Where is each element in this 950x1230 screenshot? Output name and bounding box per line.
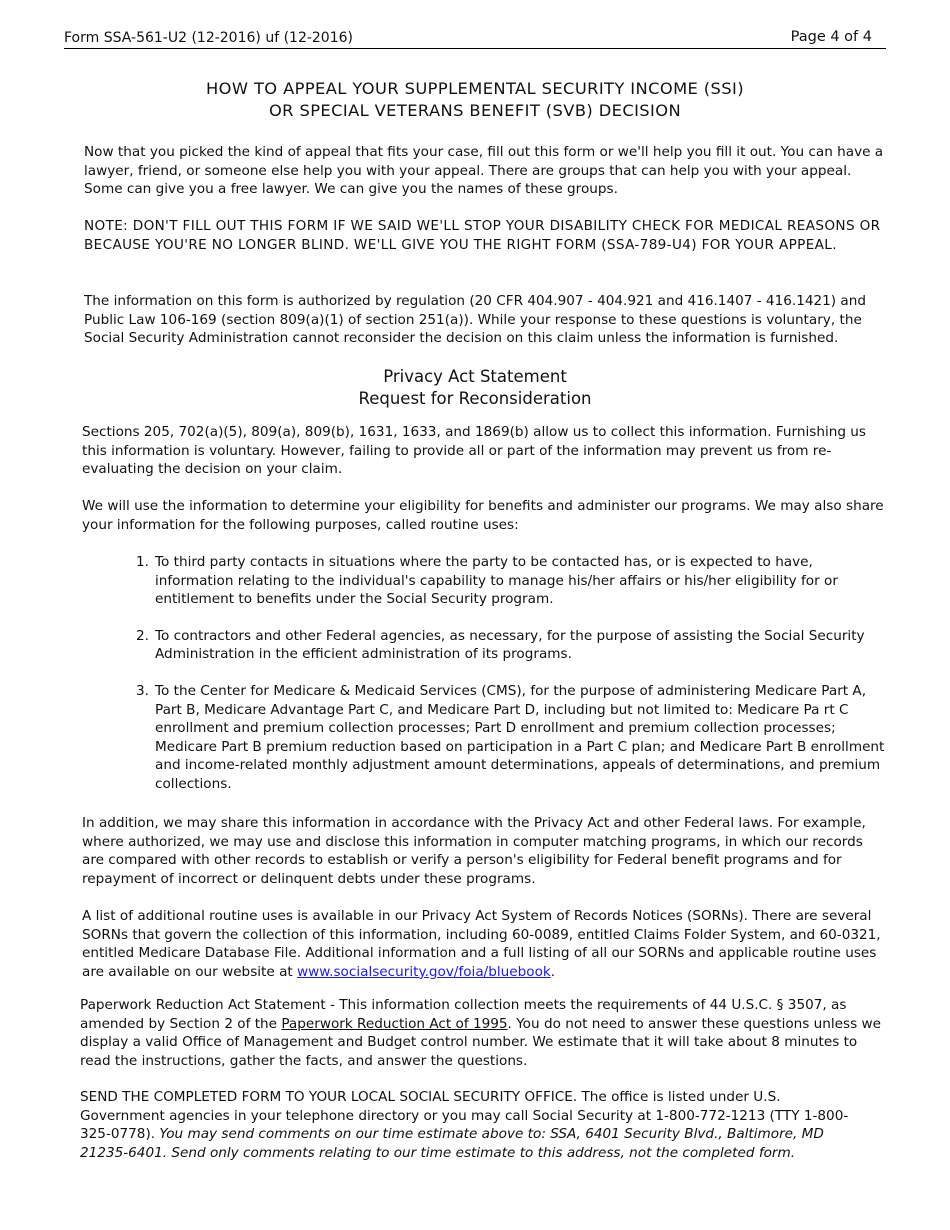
list-item-text: To the Center for Medicare & Medicaid Services (CMS), for the purpose of administering Medicare Part A, Part B, Medicare Advantage Part C, and Medicare Part D, including but not limited to: Medicare Pa rt C enrollment and premium collection processes; Part D enrollment and premium collection processes; Medicare Part B premium reduction based on participation in a Part C plan; and Medicare Part B enrollment and income-related monthly adjustment amount determinations, appeals of determinations, and premium collections. [155,682,885,792]
privacy-paragraph-4 [82,907,884,981]
privacy-act-title [0,366,950,410]
privacy-paragraph-3: In addition, we may share this information in accordance with the Privacy Act and other Federal laws. For example, where authorized, we may use and disclose this information in computer matching programs, in which our records are compared with other records to establish or verify a person's eligibility for Federal benefit programs and for repayment of incorrect or delinquent debts under these programs. [82,815,866,887]
list-item-text: To third party contacts in situations where the party to be contacted has, or is expected to have, information relating to the individual's capability to manage his/her affairs or his/her eligibility for or entitlement to benefits under the Social Security program. [155,554,838,608]
paperwork-reduction-paragraph [80,996,886,1070]
page-header [64,28,886,49]
document-title [0,78,950,122]
title-line-2: OR SPECIAL VETERANS BENEFIT (SVB) DECISION [268,101,682,120]
sorn-text: A list of additional routine uses is available in our Privacy Act System of Records Notices (SORNs). There are several SORNs that govern the collection of this information, including 60-0089, entitled Claims Folder System, and 60-0321, entitled Medicare Database File. Additional information and a full listing of all our SORNs and applicable routine uses are available on our website at [82,908,881,980]
list-item [136,553,886,609]
sorn-end: . [550,963,556,980]
privacy-title-line-2: Request for Reconsideration [358,389,592,408]
bluebook-link[interactable]: www.socialsecurity.gov/foia/bluebook [297,963,551,980]
paperwork-act-reference: Paperwork Reduction Act of 1995 [281,1015,508,1032]
paperwork-text-2: . You do not need to answer these questions unless we display a valid Office of Management and Budget control number. We estimate that it will take about 8 minutes to read the instructions, gather the facts, and answer the questions. [80,1015,882,1069]
list-item-number: 1. [136,554,149,570]
send-text: SEND THE COMPLETED FORM TO YOUR LOCAL SOCIAL SECURITY OFFICE. The office is listed under U.S. Government agencies in your telephone directory or you may call Social Security at 1-800-772-1213 (TTY 1-800-325-0778). [80,1089,849,1143]
routine-uses-list [136,553,886,794]
list-item-number: 2. [136,627,149,644]
paperwork-text-1: Paperwork Reduction Act Statement - This information collection meets the requirements of 44 U.S.C. § 3507, as amended by Section 2 of the [80,997,847,1032]
privacy-paragraph-2: We will use the information to determine your eligibility for benefits and administer our programs. We may also share your information for the following purposes, called routine uses: [82,498,884,533]
send-comments-italic: You may send comments on our time estimate above to: SSA, 6401 Security Blvd., Baltimore, MD 21235-6401. Send only comments relating to our time estimate to this address, not the completed form. [80,1126,824,1161]
send-instructions-paragraph [80,1088,860,1162]
privacy-paragraph-1: Sections 205, 702(a)(5), 809(a), 809(b), 1631, 1633, and 1869(b) allow us to collect this information. Furnishing us this information is voluntary. However, failing to provide all or part of the information may prevent us from re-evaluating the decision on your claim. [82,424,867,478]
privacy-title-line-1: Privacy Act Statement [383,367,567,386]
form-identifier: Form SSA-561-U2 (12-2016) uf (12-2016) [64,30,353,46]
authority-paragraph: The information on this form is authorized by regulation (20 CFR 404.907 - 404.921 and 416.1407 - 416.1421) and Public Law 106-169 (section 809(a)(1) of section 251(a)). While your response to these questions is voluntary, the Social Security Administration cannot reconsider the decision on this claim unless the information is furnished. [84,293,866,347]
list-item-text: To contractors and other Federal agencies, as necessary, for the purpose of assisting the Social Security Administration in the efficient administration of its programs. [155,627,865,663]
page-number: Page 4 of 4 [790,29,872,45]
title-line-1: HOW TO APPEAL YOUR SUPPLEMENTAL SECURITY INCOME (SSI) [206,79,744,98]
note-paragraph: NOTE: DON'T FILL OUT THIS FORM IF WE SAID WE'LL STOP YOUR DISABILITY CHECK FOR MEDICAL REASONS OR BECAUSE YOU'RE NO LONGER BLIND. WE'LL GIVE YOU THE RIGHT FORM (SSA-789-U4) FOR YOUR APPEAL. [84,218,881,253]
list-item [136,682,886,794]
list-item-number: 3. [136,682,149,699]
list-item [136,627,886,664]
intro-paragraph: Now that you picked the kind of appeal that fits your case, fill out this form or we'll help you fill it out. You can have a lawyer, friend, or someone else help you with your appeal. There are groups that can help you with your appeal. Some can give you a free lawyer. We can give you the names of these groups. [84,144,884,198]
